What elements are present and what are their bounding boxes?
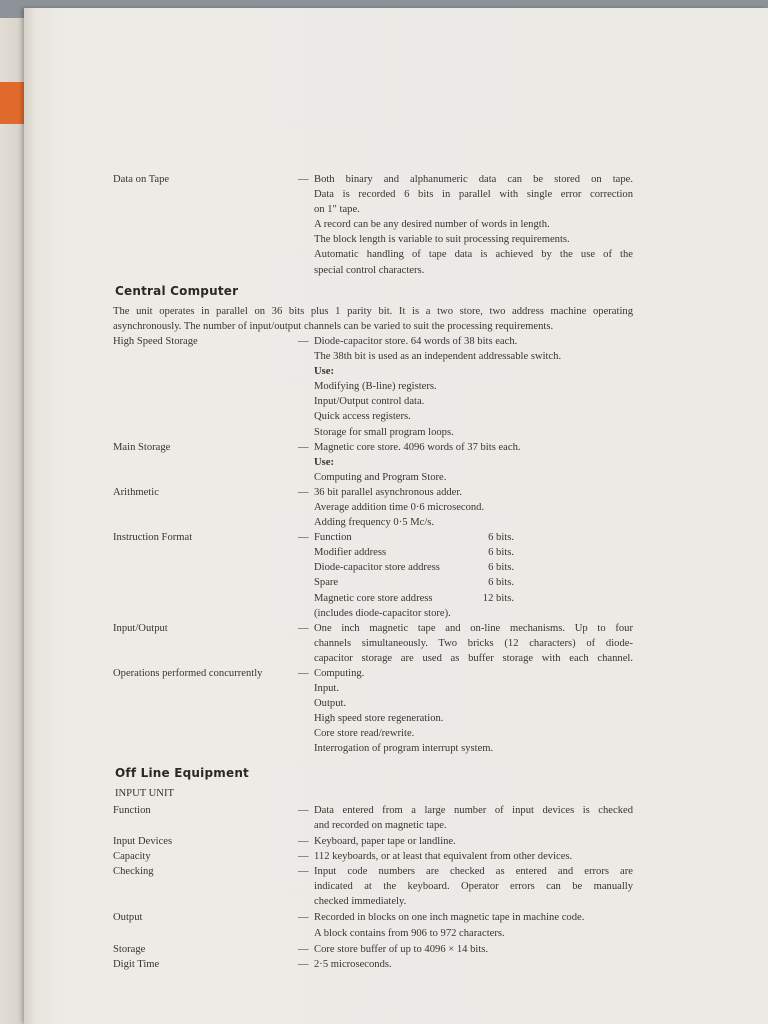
em-dash: — xyxy=(298,835,309,847)
em-dash: — xyxy=(298,335,309,347)
entry-line: Recorded in blocks on one inch magnetic tape in machine code. xyxy=(314,912,585,924)
concurrent-line: High speed store regeneration. xyxy=(314,713,444,725)
tape-line: on 1" tape. xyxy=(314,204,360,216)
spec-entry xyxy=(113,485,633,530)
instruction-field-name: Diode-capacitor store address xyxy=(314,562,440,574)
instruction-field-row xyxy=(314,530,514,545)
instruction-field-row xyxy=(314,591,514,606)
instruction-format-entry xyxy=(113,530,633,621)
entry-term: Output xyxy=(113,912,143,924)
tape-description xyxy=(314,172,633,278)
entry-line: Computing and Program Store. xyxy=(314,471,447,483)
instruction-field-row xyxy=(314,560,514,575)
entry-term: High Speed Storage xyxy=(113,335,198,347)
em-dash: — xyxy=(298,866,309,878)
em-dash: — xyxy=(298,804,309,816)
entry-line: checked immediately. xyxy=(314,896,407,908)
page-content xyxy=(113,172,633,972)
entry-line: Input/Output control data. xyxy=(314,396,425,408)
entry-line: Keyboard, paper tape or landline. xyxy=(314,835,456,847)
concurrent-line: Output. xyxy=(314,698,347,710)
concurrent-line: Core store read/rewrite. xyxy=(314,728,415,740)
entry-line: Magnetic core store. 4096 words of 37 bits each. xyxy=(314,441,521,453)
entry-line: Data entered from a large number of input devices is checked xyxy=(314,804,633,816)
instruction-field-bits: 12 bits. xyxy=(482,592,514,604)
instruction-field-bits: 6 bits. xyxy=(488,532,514,544)
intro-line: asynchronously. The number of input/output channels can be varied to suit the processing requirements. xyxy=(113,320,554,332)
entry-line: 112 keyboards, or at least that equivalent from other devices. xyxy=(314,851,573,863)
entry-description xyxy=(314,485,633,530)
em-dash: — xyxy=(298,943,309,955)
entry-line: 2·5 microseconds. xyxy=(314,958,392,970)
spec-entry xyxy=(113,334,633,440)
io-description xyxy=(314,621,633,666)
spec-entry xyxy=(113,910,633,940)
entry-description xyxy=(314,803,633,833)
io-line: One inch magnetic tape and on-line mechanisms. Up to four xyxy=(314,622,633,634)
entry-line: Storage for small program loops. xyxy=(314,426,454,438)
entry-term: Arithmetic xyxy=(113,486,159,498)
spec-entry xyxy=(113,834,633,849)
io-line: channels simultaneously. Two bricks (12 characters) of diode- xyxy=(314,637,633,649)
tape-line: Data is recorded 6 bits in parallel with single error correction xyxy=(314,189,633,201)
intro-line: The unit operates in parallel on 36 bits plus 1 parity bit. It is a two store, two address machine operating xyxy=(113,305,633,317)
entry-term: Input Devices xyxy=(113,835,173,847)
tape-line: The block length is variable to suit processing requirements. xyxy=(314,234,570,246)
instruction-field-bits: 6 bits. xyxy=(488,547,514,559)
instruction-field-name: Magnetic core store address xyxy=(314,592,433,604)
entry-description xyxy=(314,942,633,957)
entry-term: Main Storage xyxy=(113,441,171,453)
em-dash: — xyxy=(298,851,309,863)
entry-line: A block contains from 906 to 972 characters. xyxy=(314,927,505,939)
entry-term: Digit Time xyxy=(113,958,160,970)
instruction-field-name: Modifier address xyxy=(314,547,387,559)
entry-term: Checking xyxy=(113,866,154,878)
em-dash: — xyxy=(298,622,309,634)
em-dash: — xyxy=(298,441,309,453)
tape-term: Data on Tape xyxy=(113,174,170,185)
entry-line: Input code numbers are checked as entered and errors are xyxy=(314,866,633,878)
instruction-field-bits: 6 bits. xyxy=(488,577,514,589)
entry-line: Modifying (B-line) registers. xyxy=(314,381,437,393)
entry-line: 36 bit parallel asynchronous adder. xyxy=(314,486,462,498)
entry-line: Use: xyxy=(314,456,335,468)
tape-line: Automatic handling of tape data is achieved by the use of the xyxy=(314,249,633,261)
concurrent-description xyxy=(314,666,633,757)
entry-line: indicated at the keyboard. Operator errors can be manually xyxy=(314,881,633,893)
em-dash: — xyxy=(298,486,309,498)
entry-line: and recorded on magnetic tape. xyxy=(314,819,447,831)
entry-line: Diode-capacitor store. 64 words of 38 bits each. xyxy=(314,335,518,347)
em-dash: — xyxy=(298,174,309,185)
entry-description xyxy=(314,334,633,440)
entry-line: Core store buffer of up to 4096 × 14 bits. xyxy=(314,943,489,955)
central-intro xyxy=(113,304,633,334)
instruction-format-term: Instruction Format xyxy=(113,532,193,544)
em-dash: — xyxy=(298,668,309,679)
offline-items xyxy=(113,803,633,972)
entry-description xyxy=(314,910,633,940)
instruction-field-row xyxy=(314,575,514,590)
instruction-field-name: Spare xyxy=(314,577,339,589)
input-unit-subheading: INPUT UNIT xyxy=(115,787,174,799)
concurrent-term: Operations performed concurrently xyxy=(113,668,263,679)
concurrent-line: Input. xyxy=(314,683,340,695)
spec-entry xyxy=(113,957,633,972)
entry-description xyxy=(314,440,633,485)
concurrent-line: Interrogation of program interrupt system. xyxy=(314,743,494,755)
entry-line: Quick access registers. xyxy=(314,411,411,423)
io-term: Input/Output xyxy=(113,622,168,634)
entry-description xyxy=(314,957,633,972)
entry-description xyxy=(314,864,633,909)
spec-entry xyxy=(113,864,633,909)
entry-line: Use: xyxy=(314,366,335,378)
instruction-field-row xyxy=(314,545,514,560)
concurrent-entry xyxy=(113,666,633,757)
io-line: capacitor storage are used as buffer storage with each channel. xyxy=(314,652,633,664)
central-items xyxy=(113,334,633,530)
instruction-field-name: Function xyxy=(314,532,352,544)
entry-term: Storage xyxy=(113,943,146,955)
spec-entry xyxy=(113,942,633,957)
instruction-format-spec-list xyxy=(314,530,633,621)
entry-term: Function xyxy=(113,804,151,816)
instruction-format-note: (includes diode-capacitor store). xyxy=(314,607,451,619)
em-dash: — xyxy=(298,532,309,544)
io-entry xyxy=(113,621,633,666)
tape-entry xyxy=(113,172,633,278)
spec-entry xyxy=(113,849,633,864)
entry-description xyxy=(314,834,633,849)
offline-equipment-heading: Off Line Equipment xyxy=(115,765,249,780)
em-dash: — xyxy=(298,958,309,970)
spec-entry xyxy=(113,440,633,485)
tape-line: A record can be any desired number of words in length. xyxy=(314,219,550,231)
central-computer-heading: Central Computer xyxy=(115,283,239,298)
instruction-field-bits: 6 bits. xyxy=(488,562,514,574)
entry-line: Adding frequency 0·5 Mc/s. xyxy=(314,517,435,529)
entry-line: The 38th bit is used as an independent addressable switch. xyxy=(314,351,562,363)
spec-entry xyxy=(113,803,633,833)
entry-line: Average addition time 0·6 microsecond. xyxy=(314,501,485,513)
entry-term: Capacity xyxy=(113,851,151,863)
tape-line: special control characters. xyxy=(314,264,425,276)
tape-line: Both binary and alphanumeric data can be stored on tape. xyxy=(314,174,633,185)
concurrent-line: Computing. xyxy=(314,668,365,679)
em-dash: — xyxy=(298,912,309,924)
entry-description xyxy=(314,849,633,864)
